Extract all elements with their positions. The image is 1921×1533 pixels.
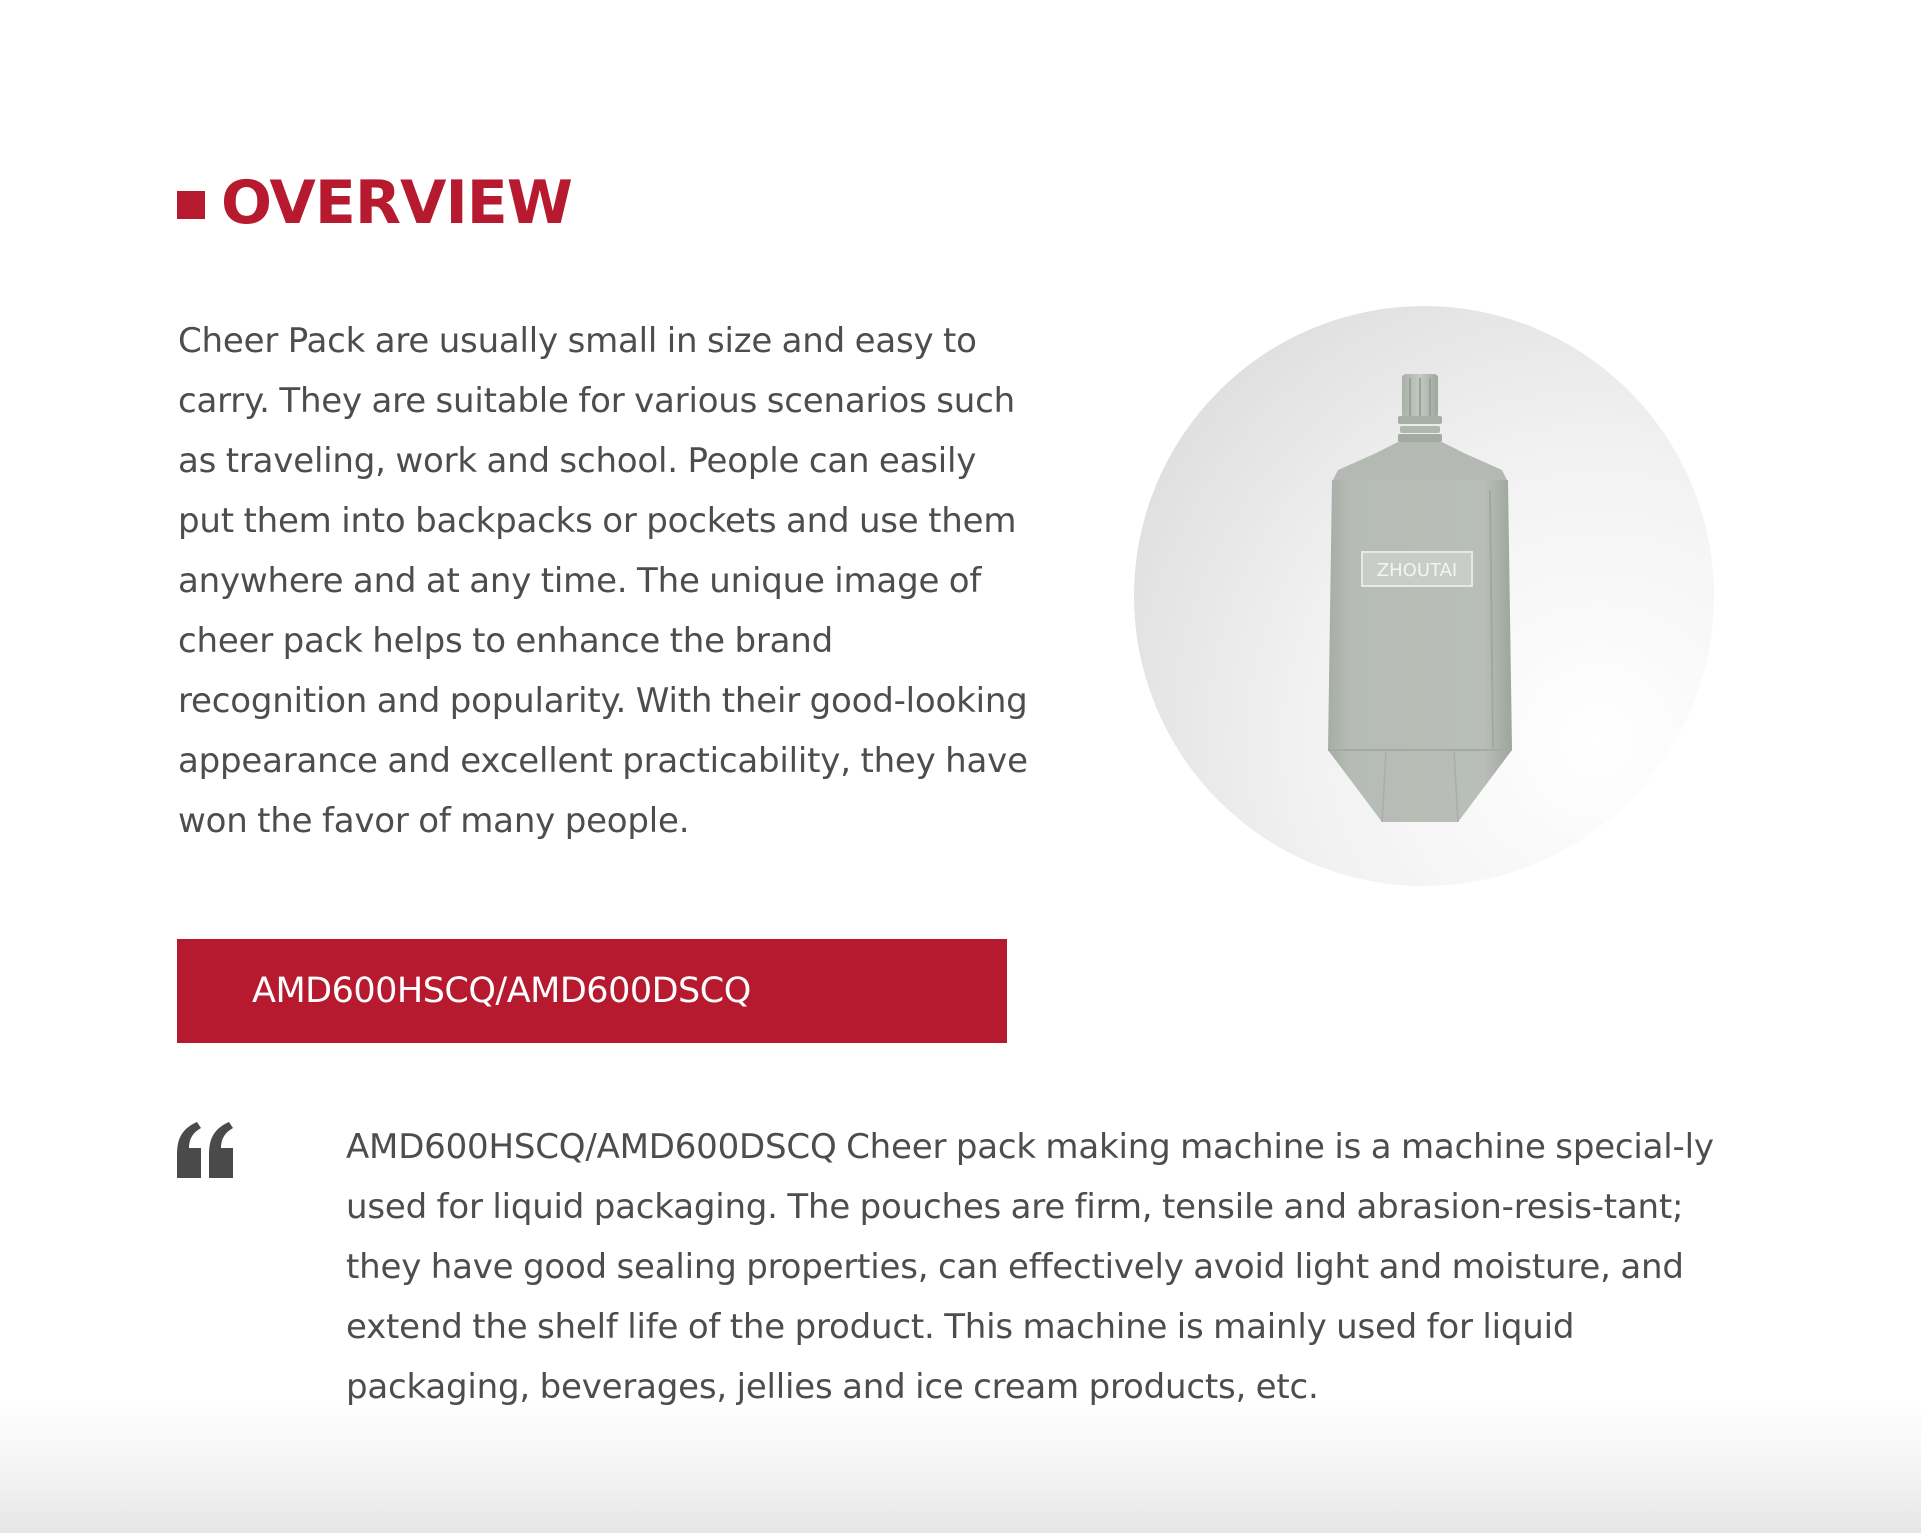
cheer-pack-pouch-icon [1290, 370, 1550, 830]
machine-description: AMD600HSCQ/AMD600DSCQ Cheer pack making machine is a machine special-ly used for liquid packaging. The pouches are firm, tensile and abrasion-resis-tant; they have good sealing properties, can effectively avoid light and moisture, and extend the shelf life of the product. This machine is mainly used for liquid packaging, beverages, jellies and ice cream products, etc. [346, 1127, 1714, 1407]
bottom-fade [0, 1400, 1921, 1533]
intro-paragraph: Cheer Pack are usually small in size and easy to carry. They are suitable for various scenarios such as traveling, work and school. People can easily put them into backpacks or pockets and use them anywhere and at any time. The unique image of cheer pack helps to enhance the brand recognition and popularity. With their good-looking appearance and excellent practicability, they have won the favor of many people. [178, 321, 1028, 841]
heading-square-icon [177, 191, 205, 219]
pouch-brand-label: ZHOUTAI [1376, 560, 1458, 581]
section-heading [177, 168, 572, 238]
model-label: AMD600HSCQ/AMD600DSCQ [252, 971, 751, 1011]
section-title: OVERVIEW [221, 168, 572, 238]
model-banner [177, 939, 1007, 1043]
quote-icon [175, 1120, 237, 1180]
